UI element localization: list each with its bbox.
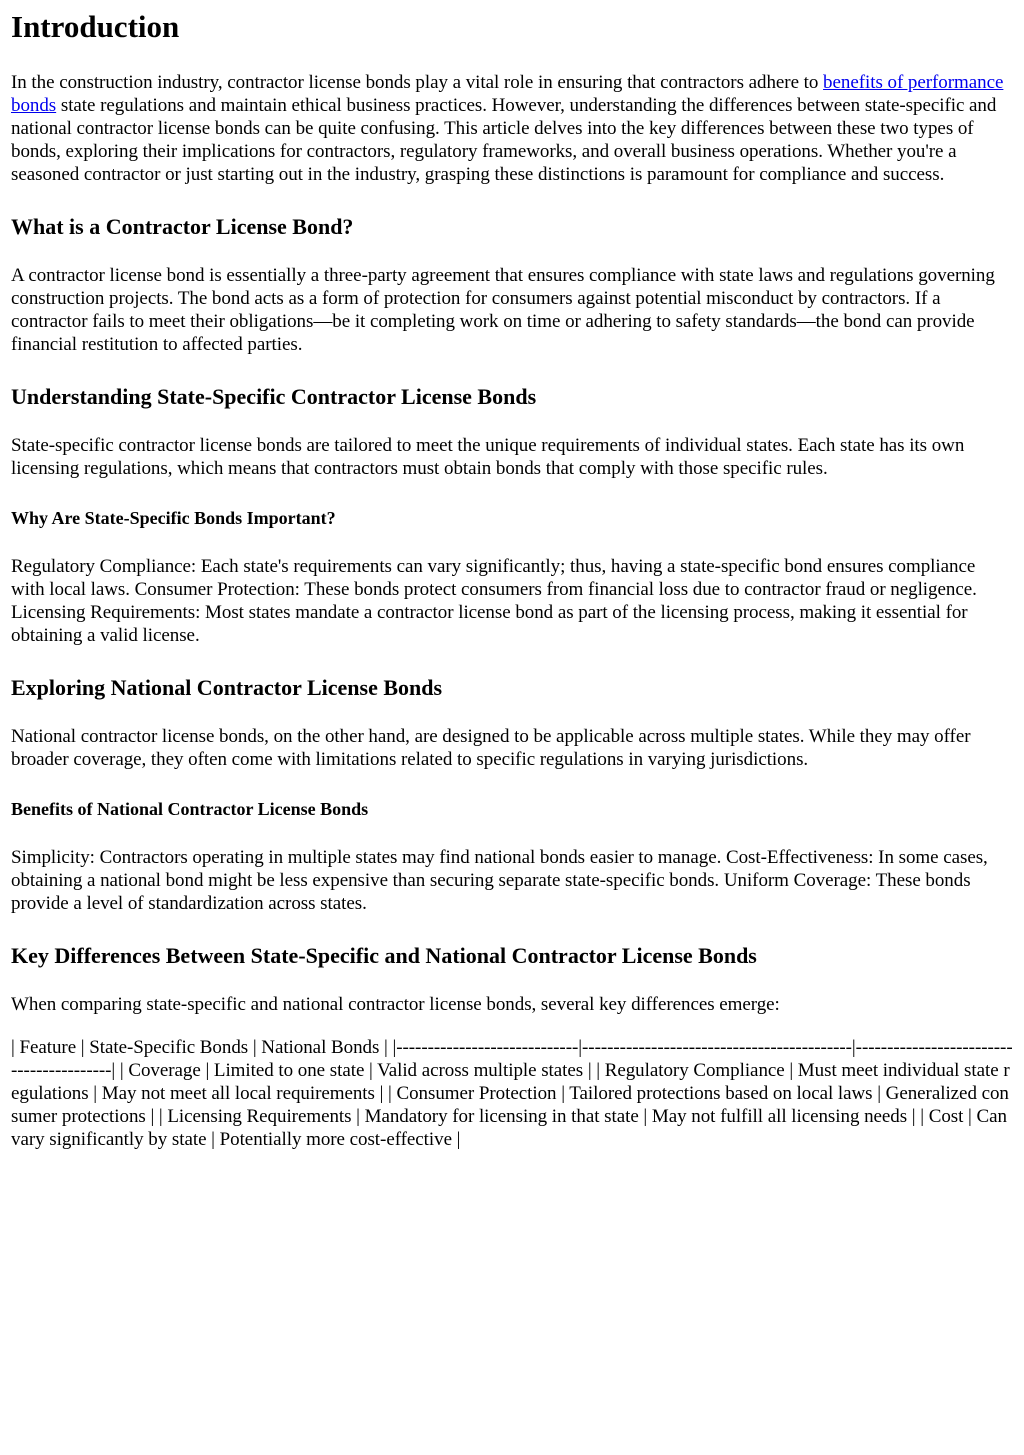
- state-specific-sub-paragraph: Regulatory Compliance: Each state's requirements can vary significantly; thus, having a state-specific bond ensures compliance with local laws. Consumer Protection: These bonds protect consumers from financial loss due to contractor fraud or negligence. Licensing Requirements: Most states mandate a contractor license bond as part of the licensing process, making it essential for obtaining a valid license.: [11, 556, 977, 646]
- state-specific-paragraph: State-specific contractor license bonds are tailored to meet the unique requirements of individual states. Each state has its own licensing regulations, which means that contractors must obtain bonds that comply with those specific rules.: [11, 435, 965, 479]
- state-specific-subheading: Why Are State-Specific Bonds Important?: [11, 508, 336, 528]
- national-heading: Exploring National Contractor License Bonds: [11, 675, 443, 700]
- national-subheading: Benefits of National Contractor License Bonds: [11, 799, 369, 819]
- national-paragraph: National contractor license bonds, on the other hand, are designed to be applicable across multiple states. While they may offer broader coverage, they often come with limitations related to specific regulations in varying jurisdictions.: [11, 726, 971, 770]
- what-is-paragraph: A contractor license bond is essentially a three-party agreement that ensures compliance with state laws and regulations governing construction projects. The bond acts as a form of protection for consumers against potential misconduct by contractors. If a contractor fails to meet their obligations—be it completing work on time or adhering to safety standards—the bond can provide financial restitution to affected parties.: [11, 265, 995, 355]
- what-is-heading: What is a Contractor License Bond?: [11, 214, 354, 239]
- national-sub-paragraph: Simplicity: Contractors operating in multiple states may find national bonds easier to manage. Cost-Effectiveness: In some cases, obtaining a national bond might be less expensive than securing separate state-specific bonds. Uniform Coverage: These bonds provide a level of standardization across states.: [11, 847, 988, 914]
- intro-paragraph: [11, 71, 1013, 186]
- intro-text-before-link: In the construction industry, contractor license bonds play a vital role in ensuring that contractors adhere to: [11, 72, 824, 93]
- article: [0, 9, 1024, 1151]
- performance-bonds-link[interactable]: benefits of performance bonds: [11, 72, 1004, 116]
- intro-heading: Introduction: [11, 9, 180, 44]
- intro-text-after-link: state regulations and maintain ethical business practices. However, understanding the differences between state-specific and national contractor license bonds can be quite confusing. This article delves into the key differences between these two types of bonds, exploring their implications for contractors, regulatory frameworks, and overall business operations. Whether you're a seasoned contractor or just starting out in the industry, grasping these distinctions is paramount for compliance and success.: [11, 95, 997, 185]
- differences-paragraph: When comparing state-specific and national contractor license bonds, several key differences emerge:: [11, 994, 780, 1015]
- comparison-table-text: | Feature | State-Specific Bonds | National Bonds | |-----------------------------|-------------------------------------------|-----------------------------------------| | Coverage | Limited to one state | Valid across multiple states | | Regulatory Compliance | Must meet individual state regulations | May not meet all local requirements | | Consumer Protection | Tailored protections based on local laws | Generalized consumer protections | | Licensing Requirements | Mandatory for licensing in that state | May not fulfill all licensing needs | | Cost | Can vary significantly by state | Potentially more cost-effective |: [11, 1037, 1013, 1150]
- differences-heading: Key Differences Between State-Specific and National Contractor License Bonds: [11, 943, 757, 968]
- state-specific-heading: Understanding State-Specific Contractor License Bonds: [11, 384, 537, 409]
